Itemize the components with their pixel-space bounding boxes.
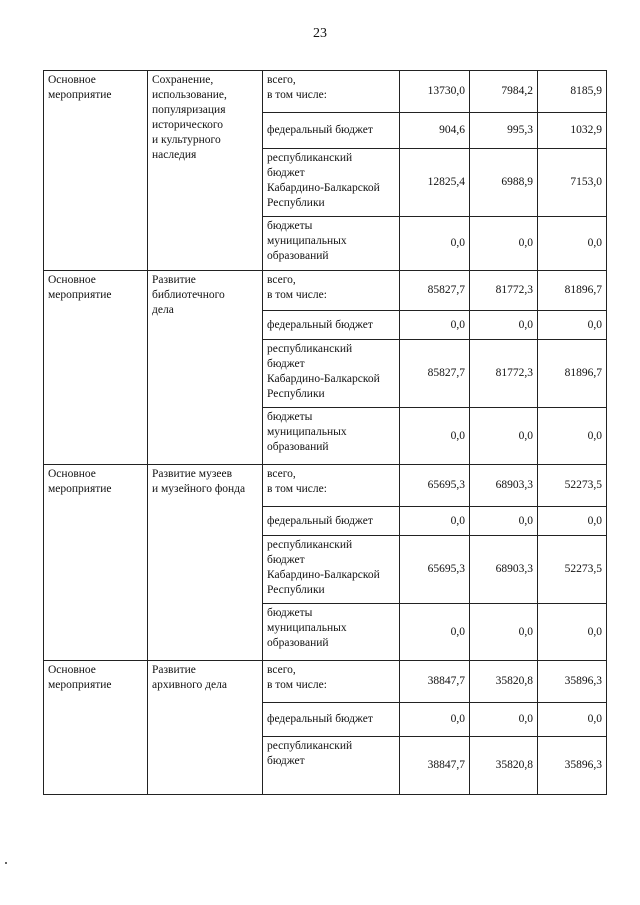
value-cell: 85827,7: [400, 340, 470, 408]
activity-type-cell: Основное мероприятие: [44, 71, 148, 271]
value-cell: 35820,8: [470, 661, 538, 703]
value-cell: 0,0: [538, 217, 607, 271]
value-cell: 0,0: [470, 703, 538, 737]
value-cell: 38847,7: [400, 661, 470, 703]
scan-speck: [5, 862, 7, 864]
page-number: 23: [313, 26, 327, 41]
value-cell: 35820,8: [470, 737, 538, 795]
value-cell: 12825,4: [400, 149, 470, 217]
funding-source-cell: республиканский бюджет Кабардино-Балкарской Республики: [263, 340, 400, 408]
budget-table: [43, 70, 607, 795]
table-row: [44, 71, 607, 113]
value-cell: 904,6: [400, 113, 470, 149]
activity-name-cell: Развитие музеев и музейного фонда: [148, 465, 263, 661]
activity-type-cell: Основное мероприятие: [44, 465, 148, 661]
funding-source-cell: бюджеты муниципальных образований: [263, 604, 400, 661]
value-cell: 0,0: [400, 604, 470, 661]
funding-source-cell: федеральный бюджет: [263, 311, 400, 340]
funding-source-cell: всего, в том числе:: [263, 465, 400, 507]
activity-type-cell: Основное мероприятие: [44, 661, 148, 795]
value-cell: 38847,7: [400, 737, 470, 795]
value-cell: 0,0: [470, 311, 538, 340]
table-row: [44, 661, 607, 703]
activity-name-cell: Развитие архивного дела: [148, 661, 263, 795]
funding-source-cell: всего, в том числе:: [263, 661, 400, 703]
value-cell: 995,3: [470, 113, 538, 149]
value-cell: 65695,3: [400, 465, 470, 507]
value-cell: 0,0: [470, 217, 538, 271]
value-cell: 81772,3: [470, 340, 538, 408]
value-cell: 68903,3: [470, 465, 538, 507]
funding-source-cell: республиканский бюджет: [263, 737, 400, 795]
value-cell: 7153,0: [538, 149, 607, 217]
value-cell: 65695,3: [400, 536, 470, 604]
activity-name-cell: Сохранение, использование, популяризация исторического и культурного наследия: [148, 71, 263, 271]
value-cell: 0,0: [470, 408, 538, 465]
value-cell: 0,0: [538, 311, 607, 340]
table-row: [44, 271, 607, 311]
value-cell: 35896,3: [538, 737, 607, 795]
activity-type-cell: Основное мероприятие: [44, 271, 148, 465]
value-cell: 0,0: [538, 604, 607, 661]
funding-source-cell: бюджеты муниципальных образований: [263, 408, 400, 465]
value-cell: 35896,3: [538, 661, 607, 703]
activity-name-cell: Развитие библиотечного дела: [148, 271, 263, 465]
value-cell: 81772,3: [470, 271, 538, 311]
funding-source-cell: всего, в том числе:: [263, 71, 400, 113]
value-cell: 0,0: [470, 604, 538, 661]
value-cell: 0,0: [470, 507, 538, 536]
value-cell: 81896,7: [538, 271, 607, 311]
funding-source-cell: федеральный бюджет: [263, 113, 400, 149]
value-cell: 0,0: [400, 408, 470, 465]
value-cell: 0,0: [538, 703, 607, 737]
funding-source-cell: всего, в том числе:: [263, 271, 400, 311]
value-cell: 52273,5: [538, 536, 607, 604]
value-cell: 1032,9: [538, 113, 607, 149]
funding-source-cell: федеральный бюджет: [263, 703, 400, 737]
funding-source-cell: бюджеты муниципальных образований: [263, 217, 400, 271]
value-cell: 0,0: [400, 507, 470, 536]
value-cell: 7984,2: [470, 71, 538, 113]
value-cell: 81896,7: [538, 340, 607, 408]
value-cell: 68903,3: [470, 536, 538, 604]
value-cell: 85827,7: [400, 271, 470, 311]
value-cell: 13730,0: [400, 71, 470, 113]
value-cell: 8185,9: [538, 71, 607, 113]
value-cell: 6988,9: [470, 149, 538, 217]
funding-source-cell: республиканский бюджет Кабардино-Балкарской Республики: [263, 149, 400, 217]
value-cell: 0,0: [400, 311, 470, 340]
table-row: [44, 465, 607, 507]
value-cell: 52273,5: [538, 465, 607, 507]
value-cell: 0,0: [400, 217, 470, 271]
funding-source-cell: республиканский бюджет Кабардино-Балкарской Республики: [263, 536, 400, 604]
funding-source-cell: федеральный бюджет: [263, 507, 400, 536]
value-cell: 0,0: [538, 507, 607, 536]
value-cell: 0,0: [538, 408, 607, 465]
value-cell: 0,0: [400, 703, 470, 737]
